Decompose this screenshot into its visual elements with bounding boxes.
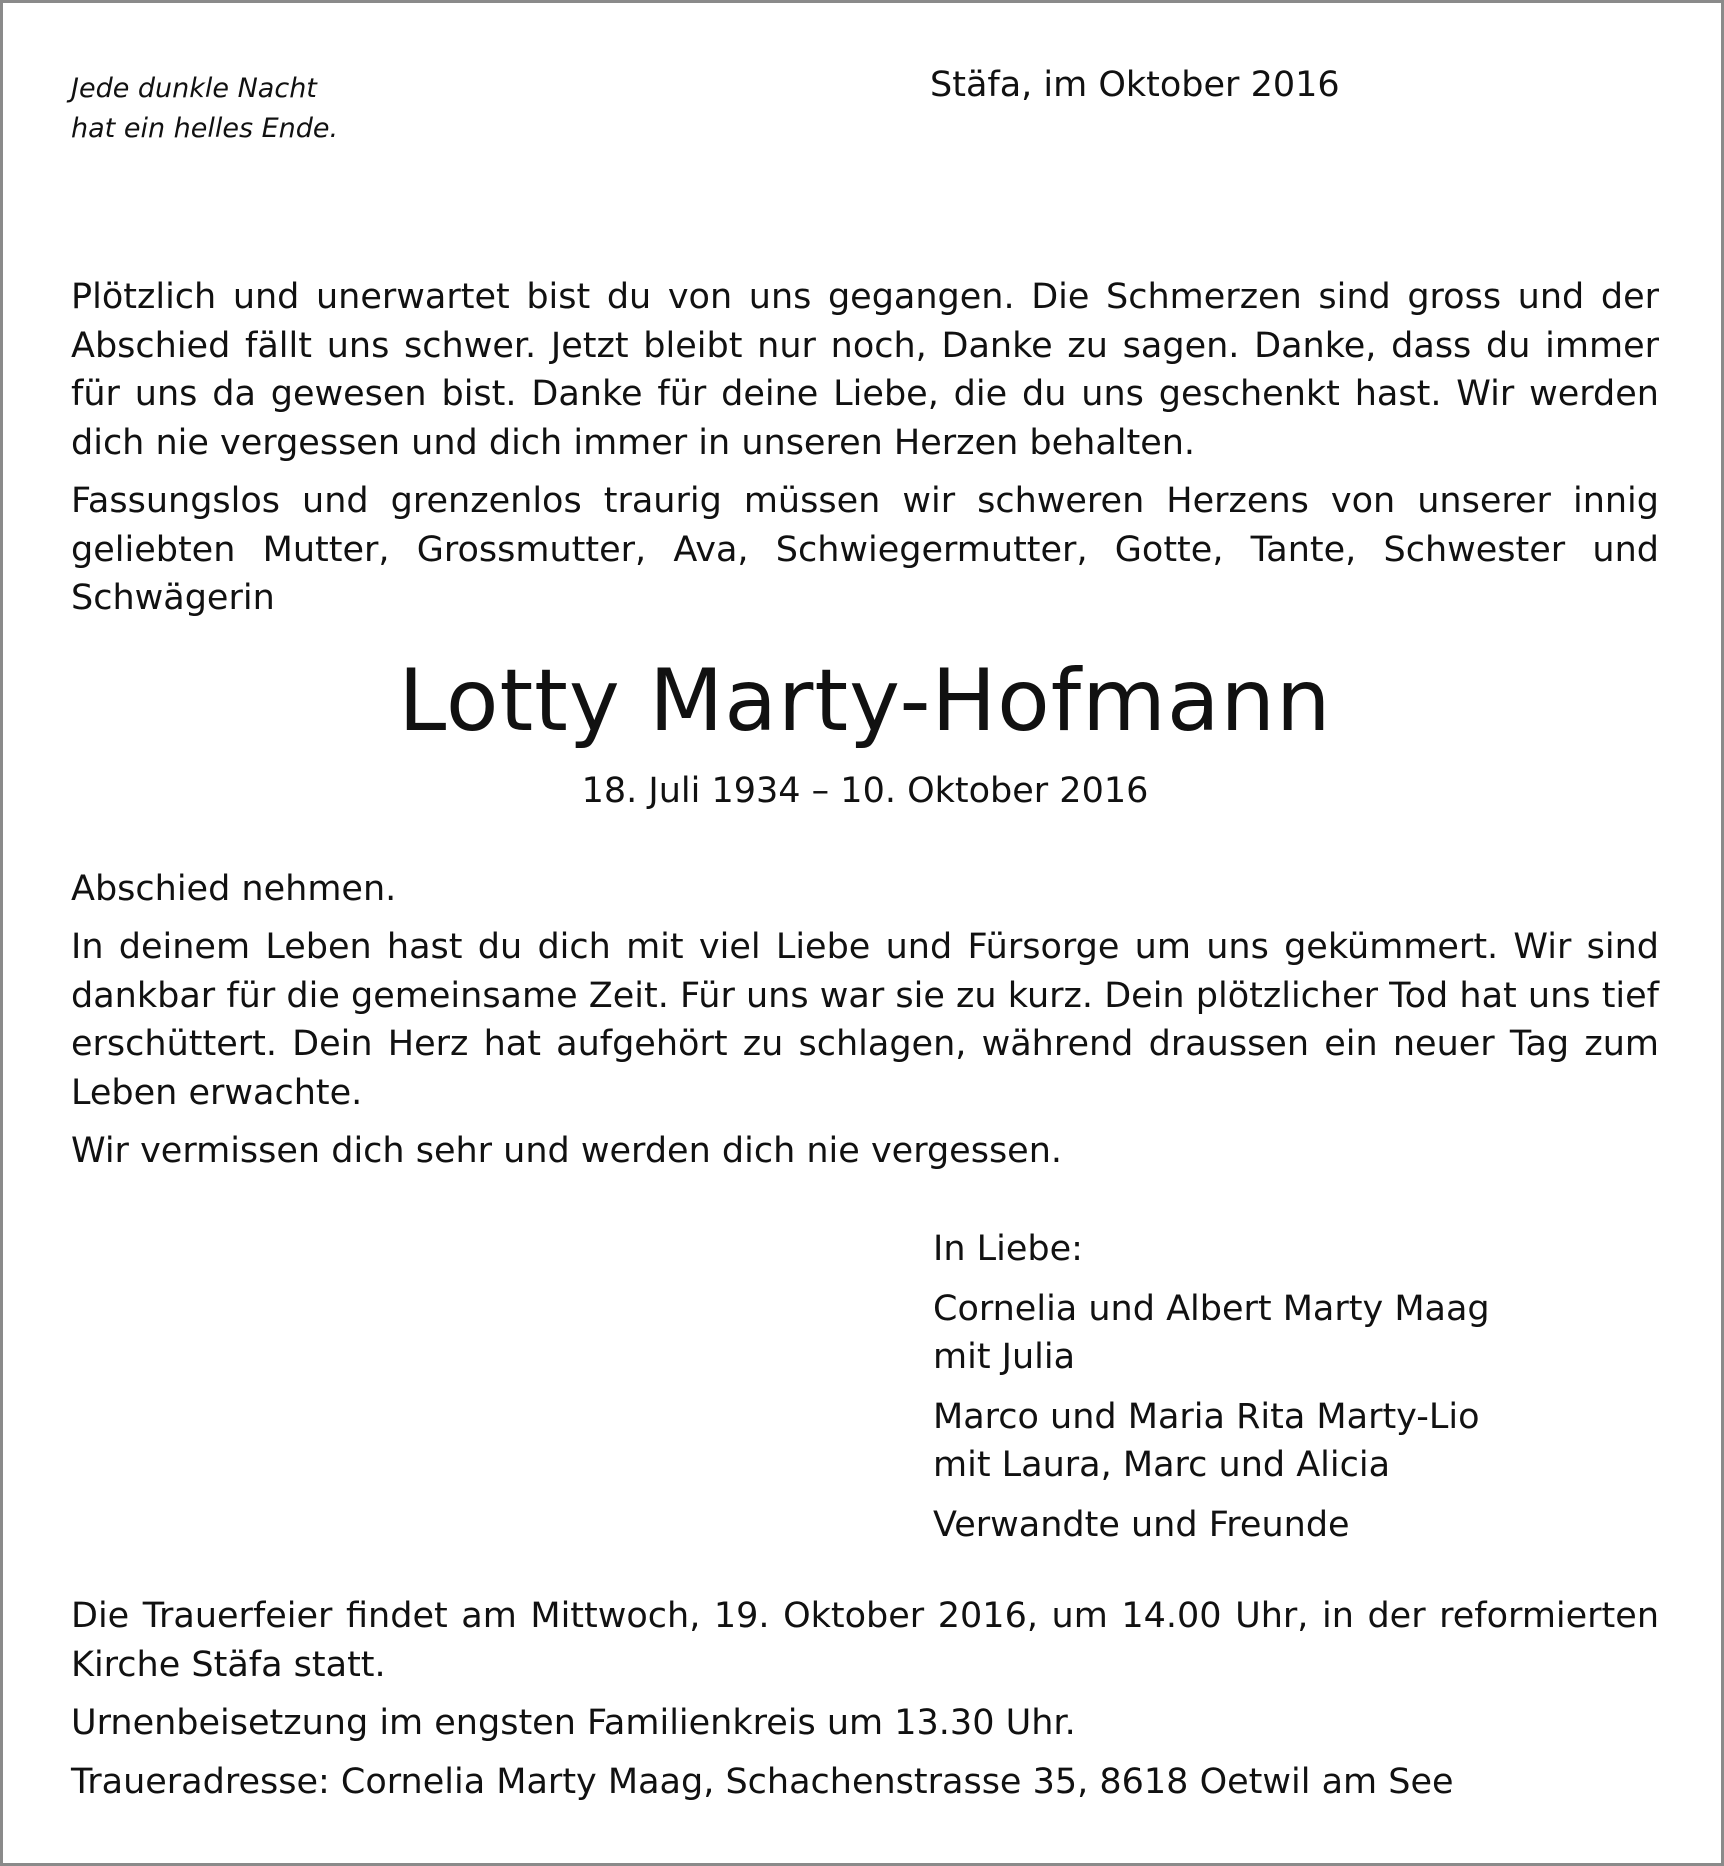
life-paragraph: In deinem Leben hast du dich mit viel Liebe und Fürsorge um uns gekümmert. Wir sind dankbar für die gemeinsame Zeit. Für uns war sie zu kurz. Dein plötzlicher Tod hat uns tief erschüttert. Dein Herz hat aufgehört zu schlagen, während draussen ein neuer Tag zum Leben erwachte. [71,927,1659,1113]
signoff-block [933,1225,1490,1560]
farewell-paragraph: Abschied nehmen. [71,869,397,909]
miss-paragraph: Wir vermissen dich sehr und werden dich nie vergessen. [71,1131,1063,1171]
family-2-names: Marco und Maria Rita Marty-Lio [933,1396,1480,1437]
family-1-children: mit Julia [933,1337,1076,1377]
place-date: Stäfa, im Oktober 2016 [930,65,1340,105]
address-paragraph: Traueradresse: Cornelia Marty Maag, Schachenstrasse 35, 8618 Oetwil am See [71,1762,1454,1802]
motto-line-2: hat ein helles Ende. [71,113,339,144]
signoff-family-2 [933,1393,1490,1490]
deceased-name: Lotty Marty-Hofmann [398,651,1332,751]
motto [71,69,338,149]
motto-line-1: Jede dunkle Nacht [71,73,317,104]
urn-paragraph: Urnenbeisetzung im engsten Familienkreis um 13.30 Uhr. [71,1703,1076,1743]
family-1-names: Cornelia und Albert Marty Maag [933,1288,1490,1329]
signoff-heading: In Liebe: [933,1229,1083,1269]
signoff-others: Verwandte und Freunde [933,1504,1350,1545]
family-2-children: mit Laura, Marc und Alicia [933,1445,1391,1485]
life-dates: 18. Juli 1934 – 10. Oktober 2016 [581,771,1149,811]
signoff-family-1 [933,1285,1490,1382]
ceremony-paragraph: Die Trauerfeier findet am Mittwoch, 19. Oktober 2016, um 14.00 Uhr, in der reformierten Kirche Stäfa statt. [71,1596,1659,1685]
announcement-paragraph: Fassungslos und grenzenlos traurig müssen wir schweren Herzens von unserer innig geliebten Mutter, Grossmutter, Ava, Schwiegermutter, Gotte, Tante, Schwester und Schwägerin [71,481,1659,618]
intro-paragraph: Plötzlich und unerwartet bist du von uns gegangen. Die Schmerzen sind gross und der Abschied fällt uns schwer. Jetzt bleibt nur noch, Danke zu sagen. Danke, dass du immer für uns da gewesen bist. Danke für deine Liebe, die du uns geschenkt hast. Wir werden dich nie vergessen und dich immer in unseren Herzen behalten. [71,277,1659,463]
